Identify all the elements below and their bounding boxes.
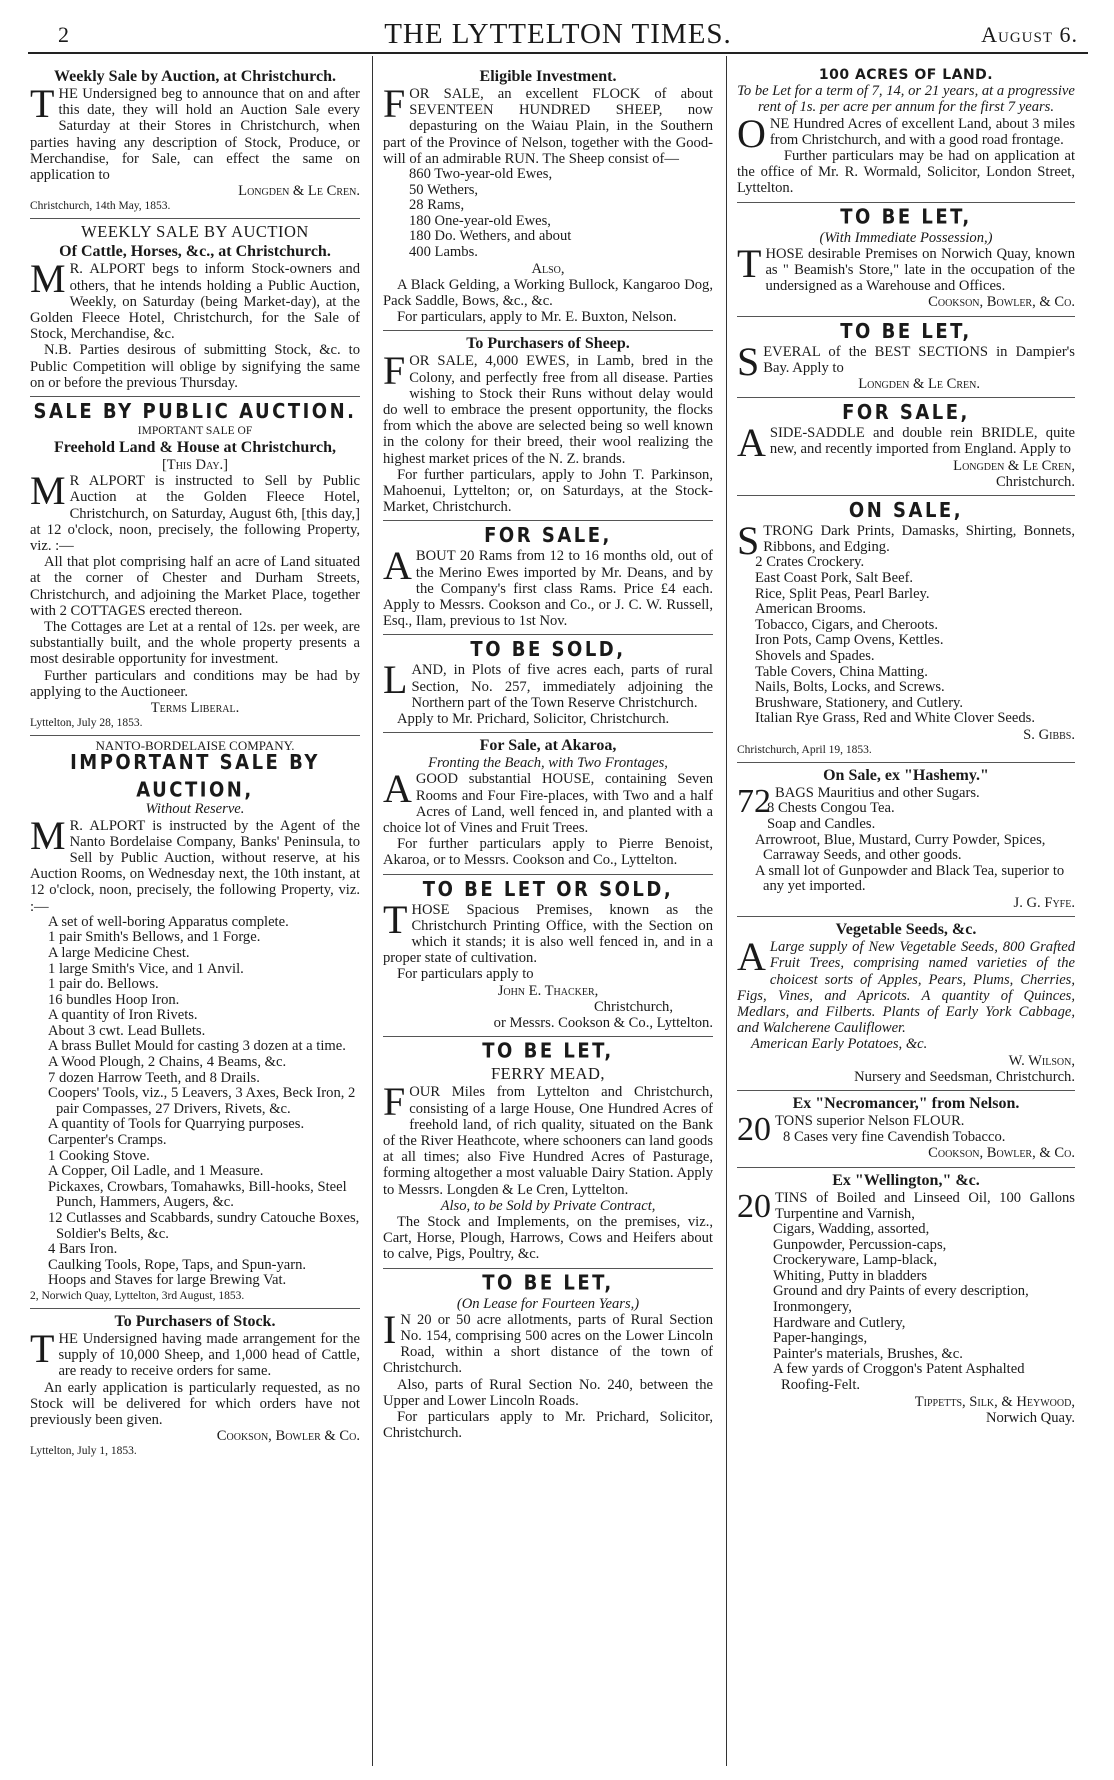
advert-let-or-sold [383, 875, 713, 1038]
list-item: Paper-hangings, [773, 1330, 868, 1347]
list-item: Coopers' Tools, viz., 5 Leavers, 3 Axes, Beck Iron, 2 pair Compasses, 27 Drivers, Rivets, &c. [48, 1085, 356, 1117]
list-item: 16 bundles Hoop Iron. [48, 991, 180, 1008]
advert-subheading: Freehold Land & House at Christchurch, [53, 439, 337, 457]
advert-heading: TO BE LET OR SOLD, [422, 877, 674, 902]
advert-heading: TO BE LET, [840, 204, 972, 230]
list-item: A quantity of Iron Rivets. [48, 1007, 198, 1024]
drop-cap: M [30, 812, 66, 858]
item-list [737, 801, 1075, 895]
list-item: 1 large Smith's Vice, and 1 Anvil. [48, 960, 244, 977]
list-item: Rice, Split Peas, Pearl Barley. [755, 585, 930, 602]
signature-place: Nursery and Seedsman, Christchurch. [854, 1068, 1075, 1085]
drop-cap: F [383, 81, 406, 126]
advert-lease-allotments [383, 1269, 713, 1447]
signature: Longden & Le Cren. [238, 183, 360, 200]
advert-side-saddle [737, 398, 1075, 496]
list-item: 4 Bars Iron. [48, 1241, 118, 1258]
advert-body: GOOD substantial HOUSE, containing Seven Rooms and Four Fire-places, with Two and a half Acres of Land, well fenced in, and planted with a choice lot of Vines and Fruit Trees. [383, 771, 713, 837]
list-item: Pickaxes, Crowbars, Tomahawks, Bill-hooks, Steel Punch, Hammers, Augers, &c. [48, 1178, 347, 1211]
list-item: 1 pair Smith's Bellows, and 1 Forge. [48, 929, 261, 946]
advert-paragraph: Also, parts of Rural Section No. 240, between the Upper and Lower Lincoln Roads. [383, 1376, 713, 1409]
dateline: 2, Norwich Quay, Lyttelton, 3rd August, 1853. [30, 1289, 245, 1302]
advert-body: TRONG Dark Prints, Damasks, Shirting, Bonnets, Ribbons, and Edging. [763, 523, 1075, 556]
advert-body: SIDE-SADDLE and double rein BRIDLE, quite new, and recently imported from England. Apply to [769, 425, 1075, 458]
list-item: Gunpowder, Percussion-caps, [773, 1236, 947, 1253]
advert-subheading: To be Let for a term of 7, 14, or 21 years, at a progressive rent of 1s. per acre per annum for the first 7 years. [737, 83, 1075, 116]
advert-body: EVERAL of the BEST SECTIONS in Dampier's Bay. Apply to [763, 343, 1075, 376]
advert-paragraph: For particulars apply to [397, 966, 534, 983]
advert-heading: WEEKLY SALE BY AUCTION [81, 222, 309, 242]
list-item: About 3 cwt. Lead Bullets. [48, 1022, 206, 1039]
advert-body: R. ALPORT is instructed by the Agent of the Nanto Bordelaise Company, Banks' Peninsula, to Sell by Public Auction, without reserve, at his Auction Rooms, on Wednesday next, the 10th instant, at 12 o'clock, noon, precisely, the following Property, viz. :— [30, 817, 360, 915]
signature: Longden & Le Cren. [858, 376, 981, 393]
issue-date: August 6. [981, 22, 1078, 47]
advert-body: Large supply of New Vegetable Seeds, 800 Grafted Fruit Trees, comprising named varieties of the choicest sorts of Apples, Pears, Plums, Cherries, Figs, Vines, and Apricots. A quantity of Quinces, Medlars, and Filberts. Plants of Early York Cabbage, and Walcherene Cauliflower. [737, 939, 1075, 1037]
advert-paragraph: 8 Cases very fine Cavendish Tobacco. [783, 1129, 1006, 1146]
advert-paragraph: An early application is particularly requested, as no Stock will be delivered for which orders have not previously been given. [30, 1379, 360, 1428]
list-item: 860 Two-year-old Ewes, [409, 166, 553, 183]
advert-also: Also, [531, 260, 565, 277]
advert-subheading: Of Cattle, Horses, &c., at Christchurch. [59, 243, 331, 261]
advert-purchasers-sheep [383, 331, 713, 521]
drop-number: 20 [737, 1187, 771, 1225]
list-item: Brushware, Stationery, and Cutlery. [755, 694, 964, 711]
advert-body: NE Hundred Acres of excellent Land, about 3 miles from Christchurch, and with a good road frontage. [769, 115, 1075, 148]
list-item: A set of well-boring Apparatus complete. [48, 913, 289, 930]
drop-cap: S [737, 518, 760, 564]
advert-to-be-let-premises [737, 203, 1075, 317]
advert-paragraph: For particulars, apply to Mr. E. Buxton, Nelson. [397, 309, 677, 326]
signature: Tippetts, Silk, & Heywood, [914, 1393, 1075, 1410]
dateline: Christchurch, April 19, 1853. [737, 744, 872, 757]
drop-cap: L [383, 657, 408, 703]
list-item: Hardware and Cutlery, [773, 1314, 906, 1331]
signature: W. Wilson, [1008, 1052, 1075, 1069]
masthead [28, 18, 1088, 54]
advert-nanto-bordelaise [30, 736, 360, 1309]
advert-paragraph: The Cottages are Let at a rental of 12s. per week, are substantially built, and the whole property presents a most desirable opportunity for investment. [30, 619, 360, 668]
advert-body: R. ALPORT begs to inform Stock-owners and others, that he intends holding a Public Auction, Weekly, on Saturday (being Market-day), at the Golden Fleece Hotel, Christchurch, for the Sale of Stock, Merchandise, &c. [30, 261, 360, 343]
advert-heading: Ex "Necromancer," from Nelson. [792, 1095, 1020, 1112]
list-item: 2 Crates Crockery. [755, 554, 865, 571]
advert-bracket: [This Day.] [161, 457, 229, 474]
drop-cap: M [30, 468, 66, 514]
drop-number: 72 [737, 783, 771, 821]
dateline: Lyttelton, July 1, 1853. [30, 1445, 137, 1458]
signature-place: Norwich Quay. [985, 1409, 1075, 1426]
drop-cap: O [737, 110, 766, 156]
advert-body: TINS of Boiled and Linseed Oil, 100 Gallons Turpentine and Varnish, [775, 1189, 1075, 1222]
list-item: 400 Lambs. [409, 243, 478, 260]
advert-terms: Terms Liberal. [150, 700, 240, 717]
column-rule [372, 56, 373, 1766]
advert-subheading: (On Lease for Fourteen Years,) [456, 1295, 640, 1312]
advert-heading: To Purchasers of Sheep. [466, 335, 630, 353]
advert-rams-for-sale [383, 521, 713, 635]
advert-on-sale-goods [737, 496, 1075, 763]
advert-heading: Weekly Sale by Auction, at Christchurch. [54, 68, 336, 85]
list-item: 1 Cooking Stove. [48, 1147, 150, 1164]
advert-body: BOUT 20 Rams from 12 to 16 months old, out of the Merino Ewes imported by Mr. Deans, and by the Company's first class Rams. Price £4 each. Apply to Messrs. Cookson and Co., or J. C. W. Russell, Esq., Ilam, previous to 1st Nov. [383, 548, 713, 630]
advert-heading: TO BE LET, [482, 1270, 614, 1296]
advert-akaroa-house [383, 733, 713, 874]
advert-heading: IMPORTANT SALE BY AUCTION, [70, 750, 320, 803]
list-item: Cigars, Wadding, assorted, [773, 1221, 930, 1238]
advert-paragraph: For further particulars apply to Pierre Benoist, Akaroa, or to Messrs. Cookson and Co., Lyttelton. [383, 836, 713, 869]
list-item: 28 Rams, [409, 197, 465, 214]
advert-ferry-mead [383, 1037, 713, 1268]
advert-weekly-auction [30, 219, 360, 397]
signature-place: Christchurch, [593, 998, 673, 1015]
advert-body: HE Undersigned having made arrangement for the supply of 10,000 Sheep, and 1,000 head of Cattle, are ready to receive orders for same. [58, 1330, 360, 1380]
advert-paragraph: Further particulars and conditions may be had by applying to the Auctioneer. [30, 667, 360, 700]
advert-paragraph: For further particulars, apply to John T. Parkinson, Mahoenui, Lyttelton; or, on Saturdays, at the Stock-Market, Christchurch. [383, 466, 713, 516]
advert-heading: 100 ACRES OF LAND. [818, 67, 994, 83]
advert-body: HOSE Spacious Premises, known as the Christchurch Printing Office, with the Section on which it stands; it is also well fenced in, and in a proper state of cultivation. [383, 901, 713, 967]
signature-place: Christchurch. [995, 473, 1075, 490]
column-3 [737, 64, 1075, 1766]
advert-heading: Ex "Wellington," &c. [832, 1171, 980, 1189]
advert-body: HE Undersigned beg to announce that on and after this date, they will hold an Auction Sale every Saturday at their Stores in Christchurch, when parties having any description of Stock, Produce, or Merchandise, for Sale, can effect the same on application to [30, 86, 360, 184]
list-item: A Wood Plough, 2 Chains, 4 Beams, &c. [48, 1054, 287, 1071]
page-number: 2 [58, 22, 69, 47]
list-item: American Brooms. [755, 601, 867, 618]
signature: J. G. Fyfe. [1013, 894, 1075, 911]
list-item: A large Medicine Chest. [48, 944, 190, 961]
advert-body: BAGS Mauritius and other Sugars. [775, 785, 980, 802]
drop-cap: S [737, 338, 760, 384]
drop-cap: M [30, 256, 66, 302]
advert-paragraph: A Black Gelding, a Working Bullock, Kangaroo Dog, Pack Saddle, Bows, &c., &c. [383, 276, 713, 309]
advert-paragraph: All that plot comprising half an acre of Land situated at the corner of Chester and Durham Streets, Christchurch, and adjoining the Market Place, together with 2 COTTAGES erected thereon. [30, 554, 360, 619]
advert-heading: TO BE SOLD, [470, 637, 626, 662]
advert-kicker: NANTO-BORDELAISE COMPANY. [95, 738, 295, 754]
advert-body: OR SALE, an excellent FLOCK of about SEVENTEEN HUNDRED SHEEP, now depasturing on the Waiau Plain, in the Southern part of the Province of Nelson, together with the Good-will of an admirable RUN. The Sheep consist of— [383, 86, 713, 167]
list-item: 7 dozen Harrow Teeth, and 8 Drails. [48, 1069, 260, 1086]
drop-cap: F [383, 348, 406, 394]
list-item: Iron Pots, Camp Ovens, Kettles. [755, 632, 944, 649]
advert-paragraph: American Early Potatoes, &c. [751, 1036, 928, 1053]
advert-weekly-sale [30, 64, 360, 219]
advert-paragraph: Apply to Mr. Prichard, Solicitor, Christchurch. [397, 711, 670, 728]
list-item: Italian Rye Grass, Red and White Clover Seeds. [755, 710, 1036, 727]
advert-body: OUR Miles from Lyttelton and Christchurch, consisting of a large House, One Hundred Acres of freehold land, of rich quality, situated on the Bank of the River Heathcote, where schooners can land goods at all times; also Five Hundred Acres of Pasturage, forming altogether a most valuable Dairy Station. Apply to Messrs. Longden & Le Cren, Lyttelton. [383, 1084, 713, 1198]
advert-body: N 20 or 50 acre allotments, parts of Rural Section No. 154, comprising 500 acres on the Lower Lincoln Road, within a short distance of the town of Christchurch. [383, 1311, 713, 1377]
list-item: 180 Do. Wethers, and about [409, 228, 572, 245]
list-item: Arrowroot, Blue, Mustard, Curry Powder, Spices, Carraway Seeds, and other goods. [755, 831, 1046, 864]
advert-100-acres [737, 64, 1075, 203]
advert-subheading: FERRY MEAD, [491, 1064, 605, 1084]
list-item: Caulking Tools, Rope, Taps, and Spun-yarn. [48, 1256, 307, 1273]
advert-heading: To Purchasers of Stock. [114, 1312, 276, 1330]
signature: Cookson, Bowler & Co. [216, 1428, 360, 1445]
signature: Cookson, Bowler, & Co. [928, 1145, 1075, 1162]
drop-cap: T [383, 896, 408, 942]
drop-cap: A [737, 420, 766, 466]
list-item: 1 pair do. Bellows. [48, 976, 159, 993]
advert-subheading: Without Reserve. [145, 801, 245, 818]
signature: John E. Thacker, [497, 982, 599, 999]
list-item: Whiting, Putty in bladders [773, 1267, 928, 1284]
advert-heading: TO BE LET, [840, 318, 972, 344]
advert-eligible-investment [383, 64, 713, 331]
advert-body: R ALPORT is instructed to Sell by Public Auction at the Golden Fleece Hotel, Christchurch, on Saturday, August 6th, [this day,] at 12 o'clock, noon, precisely, the following Property, viz. :— [30, 473, 360, 555]
column-rule [726, 56, 727, 1766]
item-list [30, 915, 360, 1289]
advert-note: N.B. Parties desirous of submitting Stock, &c. to Public Competition will oblige by signifying the same on or before the previous Thursday. [30, 342, 360, 391]
advert-body: AND, in Plots of five acres each, parts of rural Section, No. 257, immediately adjoining the Northern part of the Town Reserve Christchurch. [411, 662, 713, 711]
list-item: A brass Bullet Mould for casting 3 dozen at a time. [48, 1038, 346, 1055]
advert-heading: Vegetable Seeds, &c. [835, 921, 977, 939]
advert-heading: On Sale, ex "Hashemy." [823, 767, 989, 785]
signature: S. Gibbs. [1023, 727, 1075, 743]
list-item: Table Covers, China Matting. [755, 663, 928, 680]
advert-body: TONS superior Nelson FLOUR. [775, 1113, 965, 1129]
advert-public-auction [30, 397, 360, 736]
list-item: A Copper, Oil Ladle, and 1 Measure. [48, 1163, 264, 1180]
signature: Cookson, Bowler, & Co. [928, 294, 1075, 311]
column-1 [30, 64, 360, 1766]
drop-cap: T [30, 81, 55, 126]
list-item: A quantity of Tools for Quarrying purposes. [48, 1116, 305, 1133]
item-list [737, 1222, 1075, 1394]
advert-also: Also, to be Sold by Private Contract, [440, 1197, 656, 1214]
signature-alt: or Messrs. Cookson & Co., Lyttelton. [493, 1015, 713, 1032]
dateline: Christchurch, 14th May, 1853. [30, 200, 171, 213]
list-item: Shovels and Spades. [755, 648, 875, 665]
drop-cap: A [383, 766, 412, 812]
list-item: Soap and Candles. [767, 816, 876, 832]
list-item: Ironmongery, [773, 1298, 852, 1315]
list-item: 8 Chests Congou Tea. [767, 800, 895, 817]
list-item: 12 Cutlasses and Scabbards, sundry Catouche Boxes, Soldier's Belts, &c. [48, 1210, 360, 1242]
dateline: Lyttelton, July 28, 1853. [30, 717, 143, 730]
list-item: Ground and dry Paints of every description, [773, 1283, 1029, 1300]
item-list [383, 167, 713, 261]
advert-kicker: IMPORTANT SALE OF [137, 425, 253, 438]
drop-cap: F [383, 1079, 406, 1125]
list-item: A small lot of Gunpowder and Black Tea, superior to any yet imported. [755, 862, 1065, 895]
advert-hashemy [737, 763, 1075, 917]
advert-heading: SALE BY PUBLIC AUCTION. [33, 399, 357, 424]
advert-subheading: (With Immediate Possession,) [819, 229, 993, 246]
advert-necromancer [737, 1091, 1075, 1168]
advert-vegetable-seeds [737, 917, 1075, 1091]
advert-heading: For Sale, at Akaroa, [479, 737, 617, 755]
drop-number: 20 [737, 1111, 771, 1148]
drop-cap: A [383, 543, 412, 589]
advert-heading: FOR SALE, [842, 400, 970, 425]
advert-wellington [737, 1168, 1075, 1431]
advert-purchasers-stock [30, 1309, 360, 1463]
drop-cap: T [30, 1325, 55, 1371]
advert-paragraph: Further particulars may be had on application at the office of Mr. R. Wormald, Solicitor, London Street, Lyttelton. [737, 148, 1075, 197]
advert-to-be-let-sections [737, 317, 1075, 399]
list-item: Carpenter's Cramps. [48, 1132, 167, 1149]
advert-heading: FOR SALE, [484, 523, 612, 548]
advert-heading: Eligible Investment. [479, 68, 617, 85]
drop-cap: I [383, 1306, 397, 1352]
advert-paragraph: The Stock and Implements, on the premises, viz., Cart, Horse, Plough, Harrows, Cows and Heifers about to calve, Pigs, Poultry, &c. [383, 1213, 713, 1263]
list-item: Crockeryware, Lamp-black, [773, 1252, 938, 1269]
signature: Longden & Le Cren, [953, 457, 1075, 474]
advert-paragraph: For particulars apply to Mr. Prichard, Solicitor, Christchurch. [383, 1408, 713, 1442]
list-item: Hoops and Staves for large Brewing Vat. [48, 1272, 287, 1289]
list-item: 180 One-year-old Ewes, [409, 212, 551, 229]
newspaper-title: THE LYTTELTON TIMES. [384, 18, 732, 50]
advert-subheading: Fronting the Beach, with Two Frontages, [428, 755, 668, 772]
advert-heading: TO BE LET, [482, 1039, 614, 1064]
drop-cap: T [737, 240, 762, 286]
list-item: 50 Wethers, [409, 181, 479, 198]
list-item: Nails, Bolts, Locks, and Screws. [755, 679, 945, 696]
advert-body: OR SALE, 4,000 EWES, in Lamb, bred in the Colony, and perfectly free from all disease. Parties wishing to Stock their Runs without delay would do well to embrace the present opportunity, the flocks from which the above are selected being so well known in the colony for their breed, their wool realizing the highest market prices of the N. Z. brands. [383, 353, 713, 467]
advert-heading: ON SALE, [848, 498, 964, 523]
item-list [737, 555, 1075, 727]
column-2 [383, 64, 713, 1766]
list-item: East Coast Pork, Salt Beef. [755, 570, 914, 587]
list-item: Painter's materials, Brushes, &c. [773, 1345, 963, 1362]
list-item: Tobacco, Cigars, and Cheroots. [755, 616, 938, 633]
advert-body: HOSE desirable Premises on Norwich Quay, known as " Beamish's Store," late in the occupation of the undersigned as a Warehouse and Offices. [765, 245, 1075, 295]
drop-cap: A [737, 934, 766, 980]
list-item: A few yards of Croggon's Patent Asphalted Roofing-Felt. [773, 1361, 1025, 1393]
advert-land-to-be-sold [383, 635, 713, 733]
